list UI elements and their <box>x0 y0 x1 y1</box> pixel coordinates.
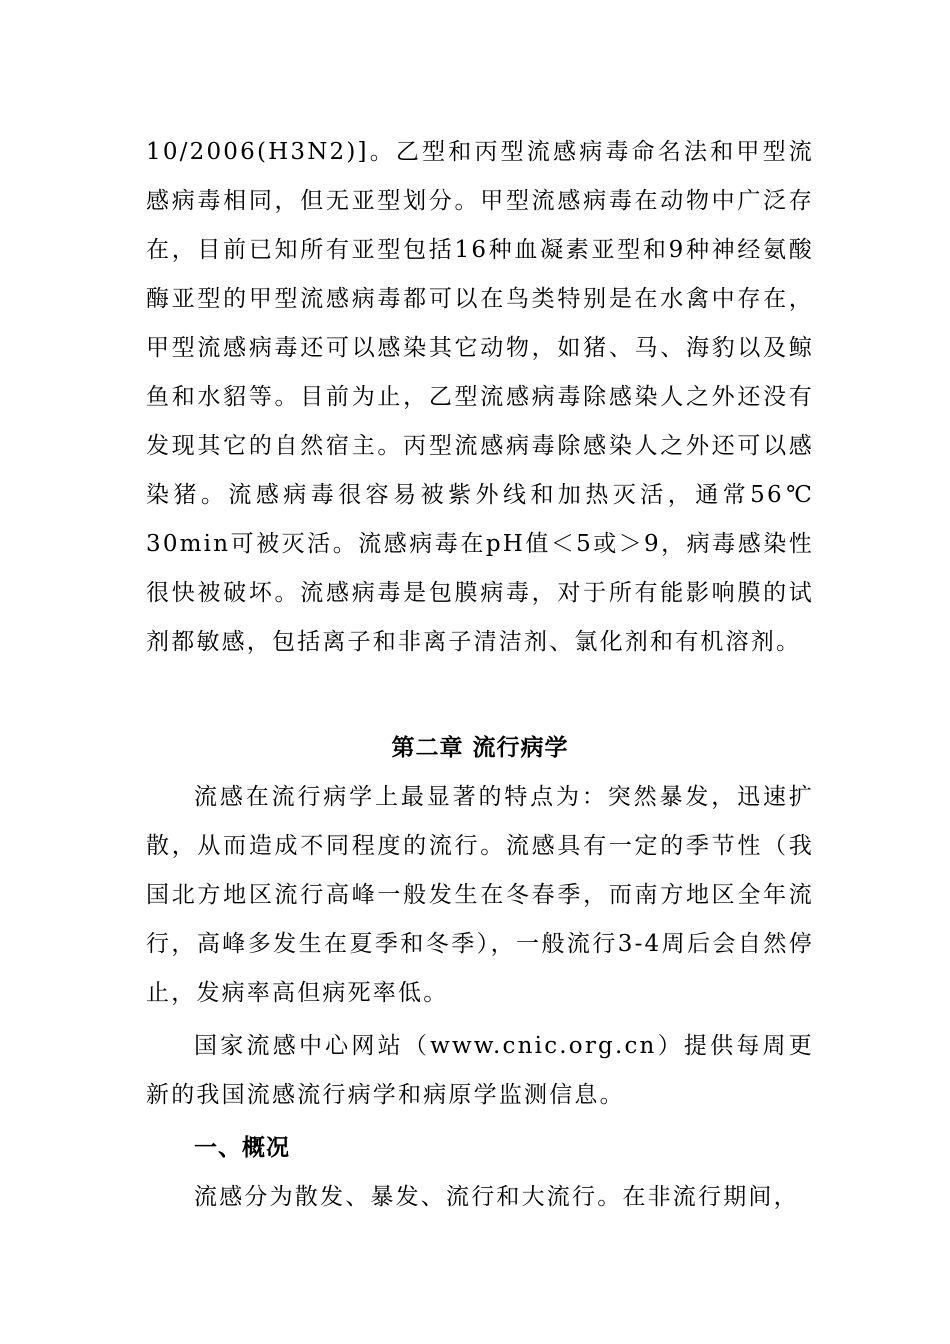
section-heading-overview: 一、概况 <box>194 1135 290 1161</box>
paragraph-epidemiology-features: 流感在流行病学上最显著的特点为：突然暴发，迅速扩散，从而造成不同程度的流行。流感具有一定的季节性（我国北方地区流行高峰一般发生在冬春季，而南方地区全年流行，高峰多发生在夏季和冬季），一般流行3-4周后会自然停止，发病率高但病死率低。 <box>146 784 814 1006</box>
paragraph-cnic-website: 国家流感中心网站（www.cnic.org.cn）提供每周更新的我国流感流行病学和病原学监测信息。 <box>146 1033 814 1108</box>
paragraph-virus-nomenclature: 10/2006(H3N2)]。乙型和丙型流感病毒命名法和甲型流感病毒相同，但无亚型划分。甲型流感病毒在动物中广泛存在，目前已知所有亚型包括16种血凝素亚型和9种神经氨酸酶亚型的甲型流感病毒都可以在鸟类特别是在水禽中存在，甲型流感病毒还可以感染其它动物，如猪、马、海豹以及鲸鱼和水貂等。目前为止，乙型流感病毒除感染人之外还没有发现其它的自然宿主。丙型流感病毒除感染人之外还可以感染猪。流感病毒很容易被紫外线和加热灭活，通常56℃ 30min可被灭活。流感病毒在pH值＜5或＞9，病毒感染性很快被破坏。流感病毒是包膜病毒，对于所有能影响膜的试剂都敏感，包括离子和非离子清洁剂、氯化剂和有机溶剂。 <box>146 139 814 655</box>
paragraph-outbreak-types: 流感分为散发、暴发、流行和大流行。在非流行期间， <box>194 1184 799 1210</box>
chapter-title: 第二章 流行病学 <box>391 735 569 761</box>
